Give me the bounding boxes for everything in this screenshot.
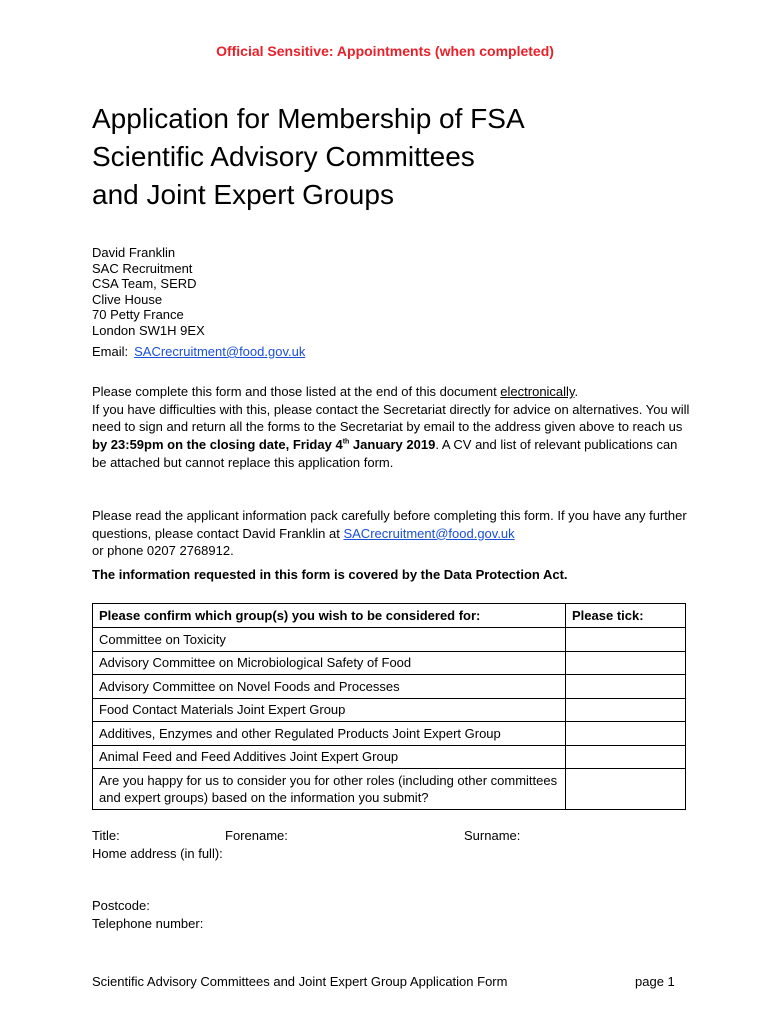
- info-pack-paragraph: [92, 507, 692, 560]
- home-address-field-label: Home address (in full):: [92, 846, 223, 861]
- table-row: [93, 651, 686, 675]
- table-row: [93, 698, 686, 722]
- footer-title: Scientific Advisory Committees and Joint Expert Group Application Form: [92, 974, 508, 989]
- instruction-text: . A CV and list of relevant publications can be attached but cannot replace this application form.: [92, 437, 678, 470]
- title-line-3: and Joint Expert Groups: [92, 179, 394, 210]
- tick-cell[interactable]: [566, 745, 686, 769]
- postcode-field-label: Postcode:: [92, 898, 150, 913]
- table-row: [93, 745, 686, 769]
- instruction-text: .: [574, 384, 579, 399]
- address-line: Clive House: [92, 291, 163, 307]
- electronically-emphasis: electronically: [500, 384, 575, 399]
- email-link-inline[interactable]: SACrecruitment@food.gov.uk: [343, 525, 515, 541]
- tick-cell[interactable]: [566, 675, 686, 699]
- address-line: London SW1H 9EX: [92, 322, 205, 338]
- surname-field-label: Surname:: [464, 828, 521, 843]
- forename-field-label: Forename:: [225, 828, 288, 843]
- page-title: [92, 100, 692, 214]
- address-line: David Franklin: [92, 245, 176, 260]
- address-line: 70 Petty France: [92, 307, 184, 322]
- group-selection-table: [92, 603, 686, 810]
- group-name: Food Contact Materials Joint Expert Group: [93, 698, 566, 722]
- group-name: Committee on Toxicity: [93, 628, 566, 652]
- table-row: [93, 628, 686, 652]
- contact-address: [92, 245, 205, 338]
- tick-cell[interactable]: [566, 722, 686, 746]
- tick-column-header: Please tick:: [566, 604, 686, 628]
- classification-banner: Official Sensitive: Appointments (when completed): [216, 43, 554, 59]
- tick-cell[interactable]: [566, 769, 686, 810]
- instruction-text: If you have difficulties with this, please contact the Secretariat directly for advice on alternatives. You will need to sign and return all the forms to the Secretariat by email to the address given above to reach us: [92, 401, 690, 435]
- group-name: Advisory Committee on Novel Foods and Processes: [93, 675, 566, 699]
- email-label: Email:: [92, 344, 129, 359]
- table-row: [93, 769, 686, 810]
- title-field-label: Title:: [92, 828, 120, 843]
- data-protection-notice: The information requested in this form is covered by the Data Protection Act.: [92, 567, 568, 582]
- group-name: Advisory Committee on Microbiological Safety of Food: [93, 651, 566, 675]
- instructions-paragraph: [92, 383, 692, 472]
- title-line-1: Application for Membership of FSA: [92, 103, 525, 134]
- other-roles-question: Are you happy for us to consider you for other roles (including other committees and expert groups) based on the information you submit?: [93, 769, 566, 810]
- deadline-text: by 23:59pm on the closing date, Friday 4th January 2019: [92, 437, 436, 453]
- tick-cell[interactable]: [566, 628, 686, 652]
- email-link[interactable]: SACrecruitment@food.gov.uk: [134, 344, 306, 359]
- tick-cell[interactable]: [566, 698, 686, 722]
- group-name: Animal Feed and Feed Additives Joint Expert Group: [93, 745, 566, 769]
- address-line: SAC Recruitment: [92, 260, 193, 276]
- title-line-2: Scientific Advisory Committees: [92, 141, 475, 172]
- telephone-field-label: Telephone number:: [92, 916, 204, 931]
- info-text: Please read the applicant information pack carefully before completing this form. If you have any further questions, please contact David Franklin at: [92, 508, 687, 541]
- table-header-row: [93, 604, 686, 628]
- tick-cell[interactable]: [566, 651, 686, 675]
- instruction-text: Please complete this form and those listed at the end of this document: [92, 384, 501, 399]
- group-column-header: Please confirm which group(s) you wish to be considered for:: [93, 604, 566, 628]
- group-name: Additives, Enzymes and other Regulated Products Joint Expert Group: [93, 722, 566, 746]
- table-row: [93, 675, 686, 699]
- email-line: [92, 344, 305, 359]
- address-line: CSA Team, SERD: [92, 276, 197, 291]
- phone-text: or phone 0207 2768912.: [92, 543, 234, 559]
- page-number: page 1: [635, 974, 675, 989]
- ordinal-suffix: th: [342, 438, 350, 446]
- table-row: [93, 722, 686, 746]
